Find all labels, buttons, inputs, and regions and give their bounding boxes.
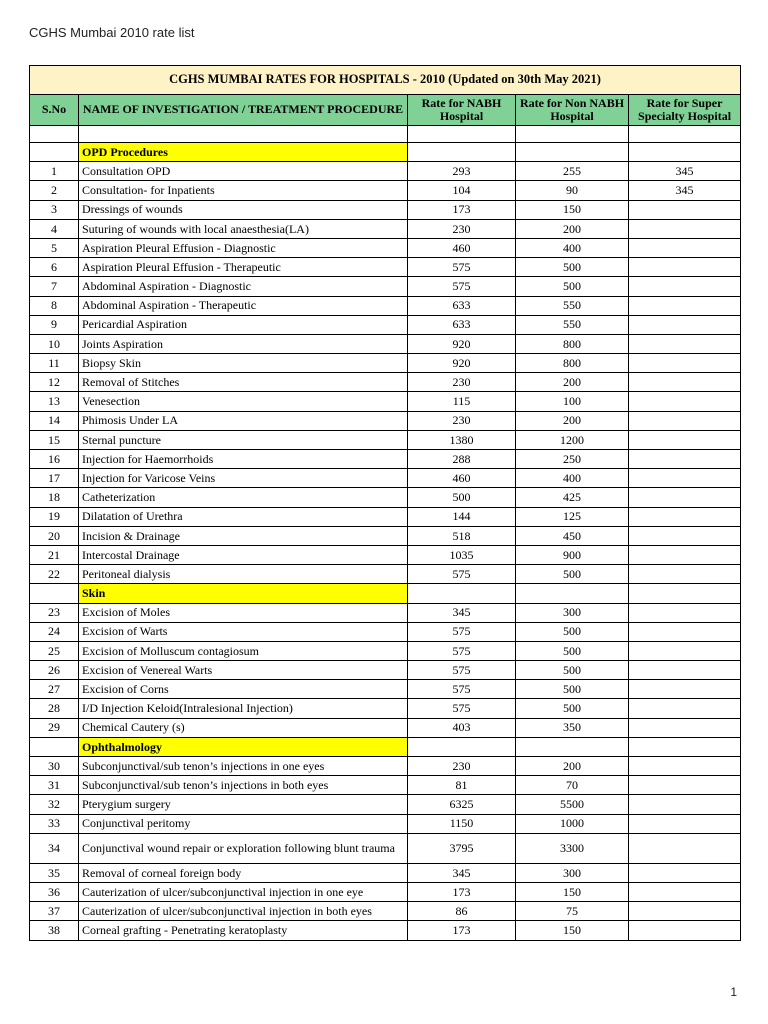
super-specialty-rate-cell — [629, 354, 741, 373]
document-header: CGHS Mumbai 2010 rate list — [29, 25, 195, 40]
table-row — [30, 882, 741, 901]
sno-cell: 29 — [30, 718, 79, 737]
sno-cell: 3 — [30, 200, 79, 219]
super-specialty-rate-cell — [629, 469, 741, 488]
section-row — [30, 737, 741, 756]
sno-cell: 28 — [30, 699, 79, 718]
nabh-rate-cell: 633 — [408, 315, 516, 334]
non-nabh-rate-cell: 800 — [516, 334, 629, 353]
table-title: CGHS MUMBAI RATES FOR HOSPITALS - 2010 (Updated on 30th May 2021) — [30, 66, 741, 95]
super-specialty-rate-cell — [629, 296, 741, 315]
non-nabh-rate-cell: 90 — [516, 181, 629, 200]
super-specialty-rate-cell — [629, 833, 741, 863]
non-nabh-rate-cell: 250 — [516, 450, 629, 469]
table-row — [30, 200, 741, 219]
procedure-name-cell: Cauterization of ulcer/subconjunctival injection in one eye — [79, 882, 408, 901]
nabh-rate-cell: 345 — [408, 603, 516, 622]
non-nabh-rate-cell: 1200 — [516, 430, 629, 449]
sno-cell: 27 — [30, 680, 79, 699]
non-nabh-rate-cell: 255 — [516, 162, 629, 181]
nabh-rate-cell: 173 — [408, 921, 516, 940]
section-label: Skin — [79, 584, 408, 603]
table-title-row — [30, 66, 741, 95]
sno-cell: 34 — [30, 833, 79, 863]
sno-cell: 17 — [30, 469, 79, 488]
section-label: Ophthalmology — [79, 737, 408, 756]
nabh-rate-cell: 173 — [408, 200, 516, 219]
sno-cell: 1 — [30, 162, 79, 181]
non-nabh-rate-cell: 500 — [516, 661, 629, 680]
non-nabh-rate-cell: 1000 — [516, 814, 629, 833]
non-nabh-rate-cell: 300 — [516, 863, 629, 882]
nabh-rate-cell: 575 — [408, 622, 516, 641]
non-nabh-rate-cell: 500 — [516, 680, 629, 699]
section-sno-cell — [30, 143, 79, 162]
nabh-rate-cell: 115 — [408, 392, 516, 411]
nabh-rate-cell: 345 — [408, 863, 516, 882]
super-specialty-rate-cell — [629, 757, 741, 776]
super-specialty-rate-cell — [629, 603, 741, 622]
sno-cell: 31 — [30, 776, 79, 795]
nabh-rate-cell: 460 — [408, 469, 516, 488]
header-sno: S.No — [30, 95, 79, 126]
procedure-name-cell: Injection for Varicose Veins — [79, 469, 408, 488]
nabh-rate-cell: 81 — [408, 776, 516, 795]
nabh-rate-cell: 230 — [408, 411, 516, 430]
non-nabh-rate-cell: 550 — [516, 315, 629, 334]
nabh-rate-cell: 1380 — [408, 430, 516, 449]
non-nabh-rate-cell: 500 — [516, 622, 629, 641]
table-row — [30, 641, 741, 660]
procedure-name-cell: Consultation- for Inpatients — [79, 181, 408, 200]
procedure-name-cell: Peritoneal dialysis — [79, 565, 408, 584]
non-nabh-rate-cell: 70 — [516, 776, 629, 795]
non-nabh-rate-cell: 800 — [516, 354, 629, 373]
super-specialty-rate-cell — [629, 334, 741, 353]
sno-cell: 25 — [30, 641, 79, 660]
non-nabh-rate-cell: 150 — [516, 882, 629, 901]
table-row — [30, 354, 741, 373]
sno-cell: 4 — [30, 219, 79, 238]
table-row — [30, 277, 741, 296]
super-specialty-rate-cell — [629, 814, 741, 833]
sno-cell: 9 — [30, 315, 79, 334]
super-specialty-rate-cell — [629, 882, 741, 901]
nabh-rate-cell: 230 — [408, 373, 516, 392]
nabh-rate-cell: 518 — [408, 526, 516, 545]
procedure-name-cell: Joints Aspiration — [79, 334, 408, 353]
non-nabh-rate-cell: 5500 — [516, 795, 629, 814]
super-specialty-rate-cell — [629, 488, 741, 507]
nabh-rate-cell: 288 — [408, 450, 516, 469]
nabh-rate-cell: 230 — [408, 219, 516, 238]
table-row — [30, 603, 741, 622]
sno-cell: 11 — [30, 354, 79, 373]
table-row — [30, 776, 741, 795]
super-specialty-rate-cell — [629, 411, 741, 430]
nabh-rate-cell: 920 — [408, 354, 516, 373]
section-empty-cell — [516, 143, 629, 162]
non-nabh-rate-cell: 200 — [516, 757, 629, 776]
non-nabh-rate-cell: 100 — [516, 392, 629, 411]
table-row — [30, 373, 741, 392]
table-row — [30, 622, 741, 641]
non-nabh-rate-cell: 150 — [516, 200, 629, 219]
header-super-specialty-rate: Rate for Super Specialty Hospital — [629, 95, 741, 126]
table-row — [30, 863, 741, 882]
non-nabh-rate-cell: 200 — [516, 411, 629, 430]
table-row — [30, 680, 741, 699]
procedure-name-cell: Consultation OPD — [79, 162, 408, 181]
table-row — [30, 334, 741, 353]
table-row — [30, 450, 741, 469]
sno-cell: 6 — [30, 258, 79, 277]
section-empty-cell — [629, 584, 741, 603]
table-row — [30, 469, 741, 488]
table-row — [30, 526, 741, 545]
sno-cell: 30 — [30, 757, 79, 776]
nabh-rate-cell: 1150 — [408, 814, 516, 833]
nabh-rate-cell: 104 — [408, 181, 516, 200]
section-row — [30, 143, 741, 162]
non-nabh-rate-cell: 450 — [516, 526, 629, 545]
super-specialty-rate-cell — [629, 545, 741, 564]
non-nabh-rate-cell: 300 — [516, 603, 629, 622]
procedure-name-cell: Dilatation of Urethra — [79, 507, 408, 526]
non-nabh-rate-cell: 75 — [516, 902, 629, 921]
nabh-rate-cell: 575 — [408, 258, 516, 277]
table-row — [30, 699, 741, 718]
super-specialty-rate-cell — [629, 622, 741, 641]
super-specialty-rate-cell — [629, 661, 741, 680]
sno-cell: 20 — [30, 526, 79, 545]
super-specialty-rate-cell — [629, 565, 741, 584]
non-nabh-rate-cell: 200 — [516, 219, 629, 238]
super-specialty-rate-cell — [629, 430, 741, 449]
sno-cell: 38 — [30, 921, 79, 940]
section-empty-cell — [629, 143, 741, 162]
nabh-rate-cell: 230 — [408, 757, 516, 776]
procedure-name-cell: Intercostal Drainage — [79, 545, 408, 564]
table-row — [30, 565, 741, 584]
procedure-name-cell: Phimosis Under LA — [79, 411, 408, 430]
table-header-row — [30, 95, 741, 126]
table-row — [30, 718, 741, 737]
procedure-name-cell: Subconjunctival/sub tenon’s injections in one eyes — [79, 757, 408, 776]
table-row — [30, 238, 741, 257]
sno-cell: 37 — [30, 902, 79, 921]
procedure-name-cell: Incision & Drainage — [79, 526, 408, 545]
section-label: OPD Procedures — [79, 143, 408, 162]
table-row — [30, 392, 741, 411]
nabh-rate-cell: 920 — [408, 334, 516, 353]
page-number: 1 — [730, 985, 737, 999]
super-specialty-rate-cell — [629, 392, 741, 411]
super-specialty-rate-cell — [629, 776, 741, 795]
nabh-rate-cell: 6325 — [408, 795, 516, 814]
super-specialty-rate-cell — [629, 902, 741, 921]
sno-cell: 26 — [30, 661, 79, 680]
non-nabh-rate-cell: 150 — [516, 921, 629, 940]
procedure-name-cell: Venesection — [79, 392, 408, 411]
procedure-name-cell: Cauterization of ulcer/subconjunctival injection in both eyes — [79, 902, 408, 921]
non-nabh-rate-cell: 3300 — [516, 833, 629, 863]
sno-cell: 22 — [30, 565, 79, 584]
procedure-name-cell: Corneal grafting - Penetrating keratoplasty — [79, 921, 408, 940]
sno-cell: 24 — [30, 622, 79, 641]
sno-cell: 33 — [30, 814, 79, 833]
table-row — [30, 315, 741, 334]
non-nabh-rate-cell: 500 — [516, 641, 629, 660]
sno-cell: 13 — [30, 392, 79, 411]
sno-cell: 2 — [30, 181, 79, 200]
non-nabh-rate-cell: 425 — [516, 488, 629, 507]
sno-cell: 21 — [30, 545, 79, 564]
table-row — [30, 488, 741, 507]
procedure-name-cell: Excision of Corns — [79, 680, 408, 699]
super-specialty-rate-cell — [629, 373, 741, 392]
procedure-name-cell: Excision of Venereal Warts — [79, 661, 408, 680]
non-nabh-rate-cell: 500 — [516, 699, 629, 718]
table-row — [30, 661, 741, 680]
table-row — [30, 296, 741, 315]
super-specialty-rate-cell — [629, 238, 741, 257]
sno-cell: 7 — [30, 277, 79, 296]
procedure-name-cell: Conjunctival peritomy — [79, 814, 408, 833]
nabh-rate-cell: 575 — [408, 680, 516, 699]
procedure-name-cell: Chemical Cautery (s) — [79, 718, 408, 737]
nabh-rate-cell: 144 — [408, 507, 516, 526]
procedure-name-cell: Dressings of wounds — [79, 200, 408, 219]
procedure-name-cell: Subconjunctival/sub tenon’s injections in both eyes — [79, 776, 408, 795]
section-empty-cell — [408, 143, 516, 162]
procedure-name-cell: Biopsy Skin — [79, 354, 408, 373]
procedure-name-cell: Aspiration Pleural Effusion - Diagnostic — [79, 238, 408, 257]
super-specialty-rate-cell — [629, 921, 741, 940]
super-specialty-rate-cell — [629, 863, 741, 882]
table-row — [30, 545, 741, 564]
non-nabh-rate-cell: 550 — [516, 296, 629, 315]
nabh-rate-cell: 575 — [408, 641, 516, 660]
non-nabh-rate-cell: 400 — [516, 238, 629, 257]
super-specialty-rate-cell — [629, 315, 741, 334]
non-nabh-rate-cell: 500 — [516, 258, 629, 277]
nabh-rate-cell: 575 — [408, 277, 516, 296]
header-non-nabh-rate: Rate for Non NABH Hospital — [516, 95, 629, 126]
procedure-name-cell: Abdominal Aspiration - Diagnostic — [79, 277, 408, 296]
nabh-rate-cell: 575 — [408, 565, 516, 584]
procedure-name-cell: Sternal puncture — [79, 430, 408, 449]
sno-cell: 23 — [30, 603, 79, 622]
non-nabh-rate-cell: 500 — [516, 277, 629, 296]
super-specialty-rate-cell — [629, 641, 741, 660]
super-specialty-rate-cell — [629, 450, 741, 469]
table-row — [30, 902, 741, 921]
procedure-name-cell: Excision of Warts — [79, 622, 408, 641]
table-row — [30, 219, 741, 238]
table-row — [30, 757, 741, 776]
procedure-name-cell: Suturing of wounds with local anaesthesia(LA) — [79, 219, 408, 238]
table-row — [30, 507, 741, 526]
procedure-name-cell: I/D Injection Keloid(Intralesional Injection) — [79, 699, 408, 718]
super-specialty-rate-cell — [629, 680, 741, 699]
table-row — [30, 795, 741, 814]
super-specialty-rate-cell — [629, 277, 741, 296]
sno-cell: 32 — [30, 795, 79, 814]
table-row — [30, 258, 741, 277]
procedure-name-cell: Removal of corneal foreign body — [79, 863, 408, 882]
non-nabh-rate-cell: 500 — [516, 565, 629, 584]
super-specialty-rate-cell: 345 — [629, 162, 741, 181]
table-row — [30, 833, 741, 863]
spacer-row — [30, 126, 741, 143]
procedure-name-cell: Conjunctival wound repair or exploration following blunt trauma — [79, 833, 408, 863]
super-specialty-rate-cell — [629, 200, 741, 219]
section-row — [30, 584, 741, 603]
super-specialty-rate-cell — [629, 507, 741, 526]
nabh-rate-cell: 86 — [408, 902, 516, 921]
non-nabh-rate-cell: 125 — [516, 507, 629, 526]
table-row — [30, 181, 741, 200]
non-nabh-rate-cell: 400 — [516, 469, 629, 488]
nabh-rate-cell: 1035 — [408, 545, 516, 564]
sno-cell: 8 — [30, 296, 79, 315]
section-sno-cell — [30, 584, 79, 603]
sno-cell: 35 — [30, 863, 79, 882]
super-specialty-rate-cell: 345 — [629, 181, 741, 200]
procedure-name-cell: Removal of Stitches — [79, 373, 408, 392]
section-empty-cell — [408, 584, 516, 603]
nabh-rate-cell: 633 — [408, 296, 516, 315]
super-specialty-rate-cell — [629, 526, 741, 545]
nabh-rate-cell: 173 — [408, 882, 516, 901]
super-specialty-rate-cell — [629, 258, 741, 277]
procedure-name-cell: Catheterization — [79, 488, 408, 507]
procedure-name-cell: Injection for Haemorrhoids — [79, 450, 408, 469]
super-specialty-rate-cell — [629, 795, 741, 814]
table-row — [30, 430, 741, 449]
sno-cell: 18 — [30, 488, 79, 507]
nabh-rate-cell: 500 — [408, 488, 516, 507]
sno-cell: 5 — [30, 238, 79, 257]
header-nabh-rate: Rate for NABH Hospital — [408, 95, 516, 126]
procedure-name-cell: Aspiration Pleural Effusion - Therapeutic — [79, 258, 408, 277]
nabh-rate-cell: 3795 — [408, 833, 516, 863]
super-specialty-rate-cell — [629, 699, 741, 718]
sno-cell: 10 — [30, 334, 79, 353]
section-empty-cell — [516, 584, 629, 603]
nabh-rate-cell: 403 — [408, 718, 516, 737]
section-sno-cell — [30, 737, 79, 756]
super-specialty-rate-cell — [629, 718, 741, 737]
rates-table — [29, 65, 741, 941]
sno-cell: 12 — [30, 373, 79, 392]
sno-cell: 16 — [30, 450, 79, 469]
non-nabh-rate-cell: 200 — [516, 373, 629, 392]
section-empty-cell — [408, 737, 516, 756]
procedure-name-cell: Pterygium surgery — [79, 795, 408, 814]
header-name: NAME OF INVESTIGATION / TREATMENT PROCEDURE — [79, 95, 408, 126]
procedure-name-cell: Excision of Molluscum contagiosum — [79, 641, 408, 660]
nabh-rate-cell: 575 — [408, 661, 516, 680]
sno-cell: 15 — [30, 430, 79, 449]
nabh-rate-cell: 293 — [408, 162, 516, 181]
sno-cell: 19 — [30, 507, 79, 526]
nabh-rate-cell: 575 — [408, 699, 516, 718]
table-row — [30, 921, 741, 940]
table-row — [30, 814, 741, 833]
non-nabh-rate-cell: 350 — [516, 718, 629, 737]
super-specialty-rate-cell — [629, 219, 741, 238]
table-row — [30, 411, 741, 430]
table-body — [30, 126, 741, 941]
procedure-name-cell: Excision of Moles — [79, 603, 408, 622]
table-row — [30, 162, 741, 181]
nabh-rate-cell: 460 — [408, 238, 516, 257]
sno-cell: 36 — [30, 882, 79, 901]
section-empty-cell — [516, 737, 629, 756]
section-empty-cell — [629, 737, 741, 756]
non-nabh-rate-cell: 900 — [516, 545, 629, 564]
procedure-name-cell: Pericardial Aspiration — [79, 315, 408, 334]
sno-cell: 14 — [30, 411, 79, 430]
procedure-name-cell: Abdominal Aspiration - Therapeutic — [79, 296, 408, 315]
